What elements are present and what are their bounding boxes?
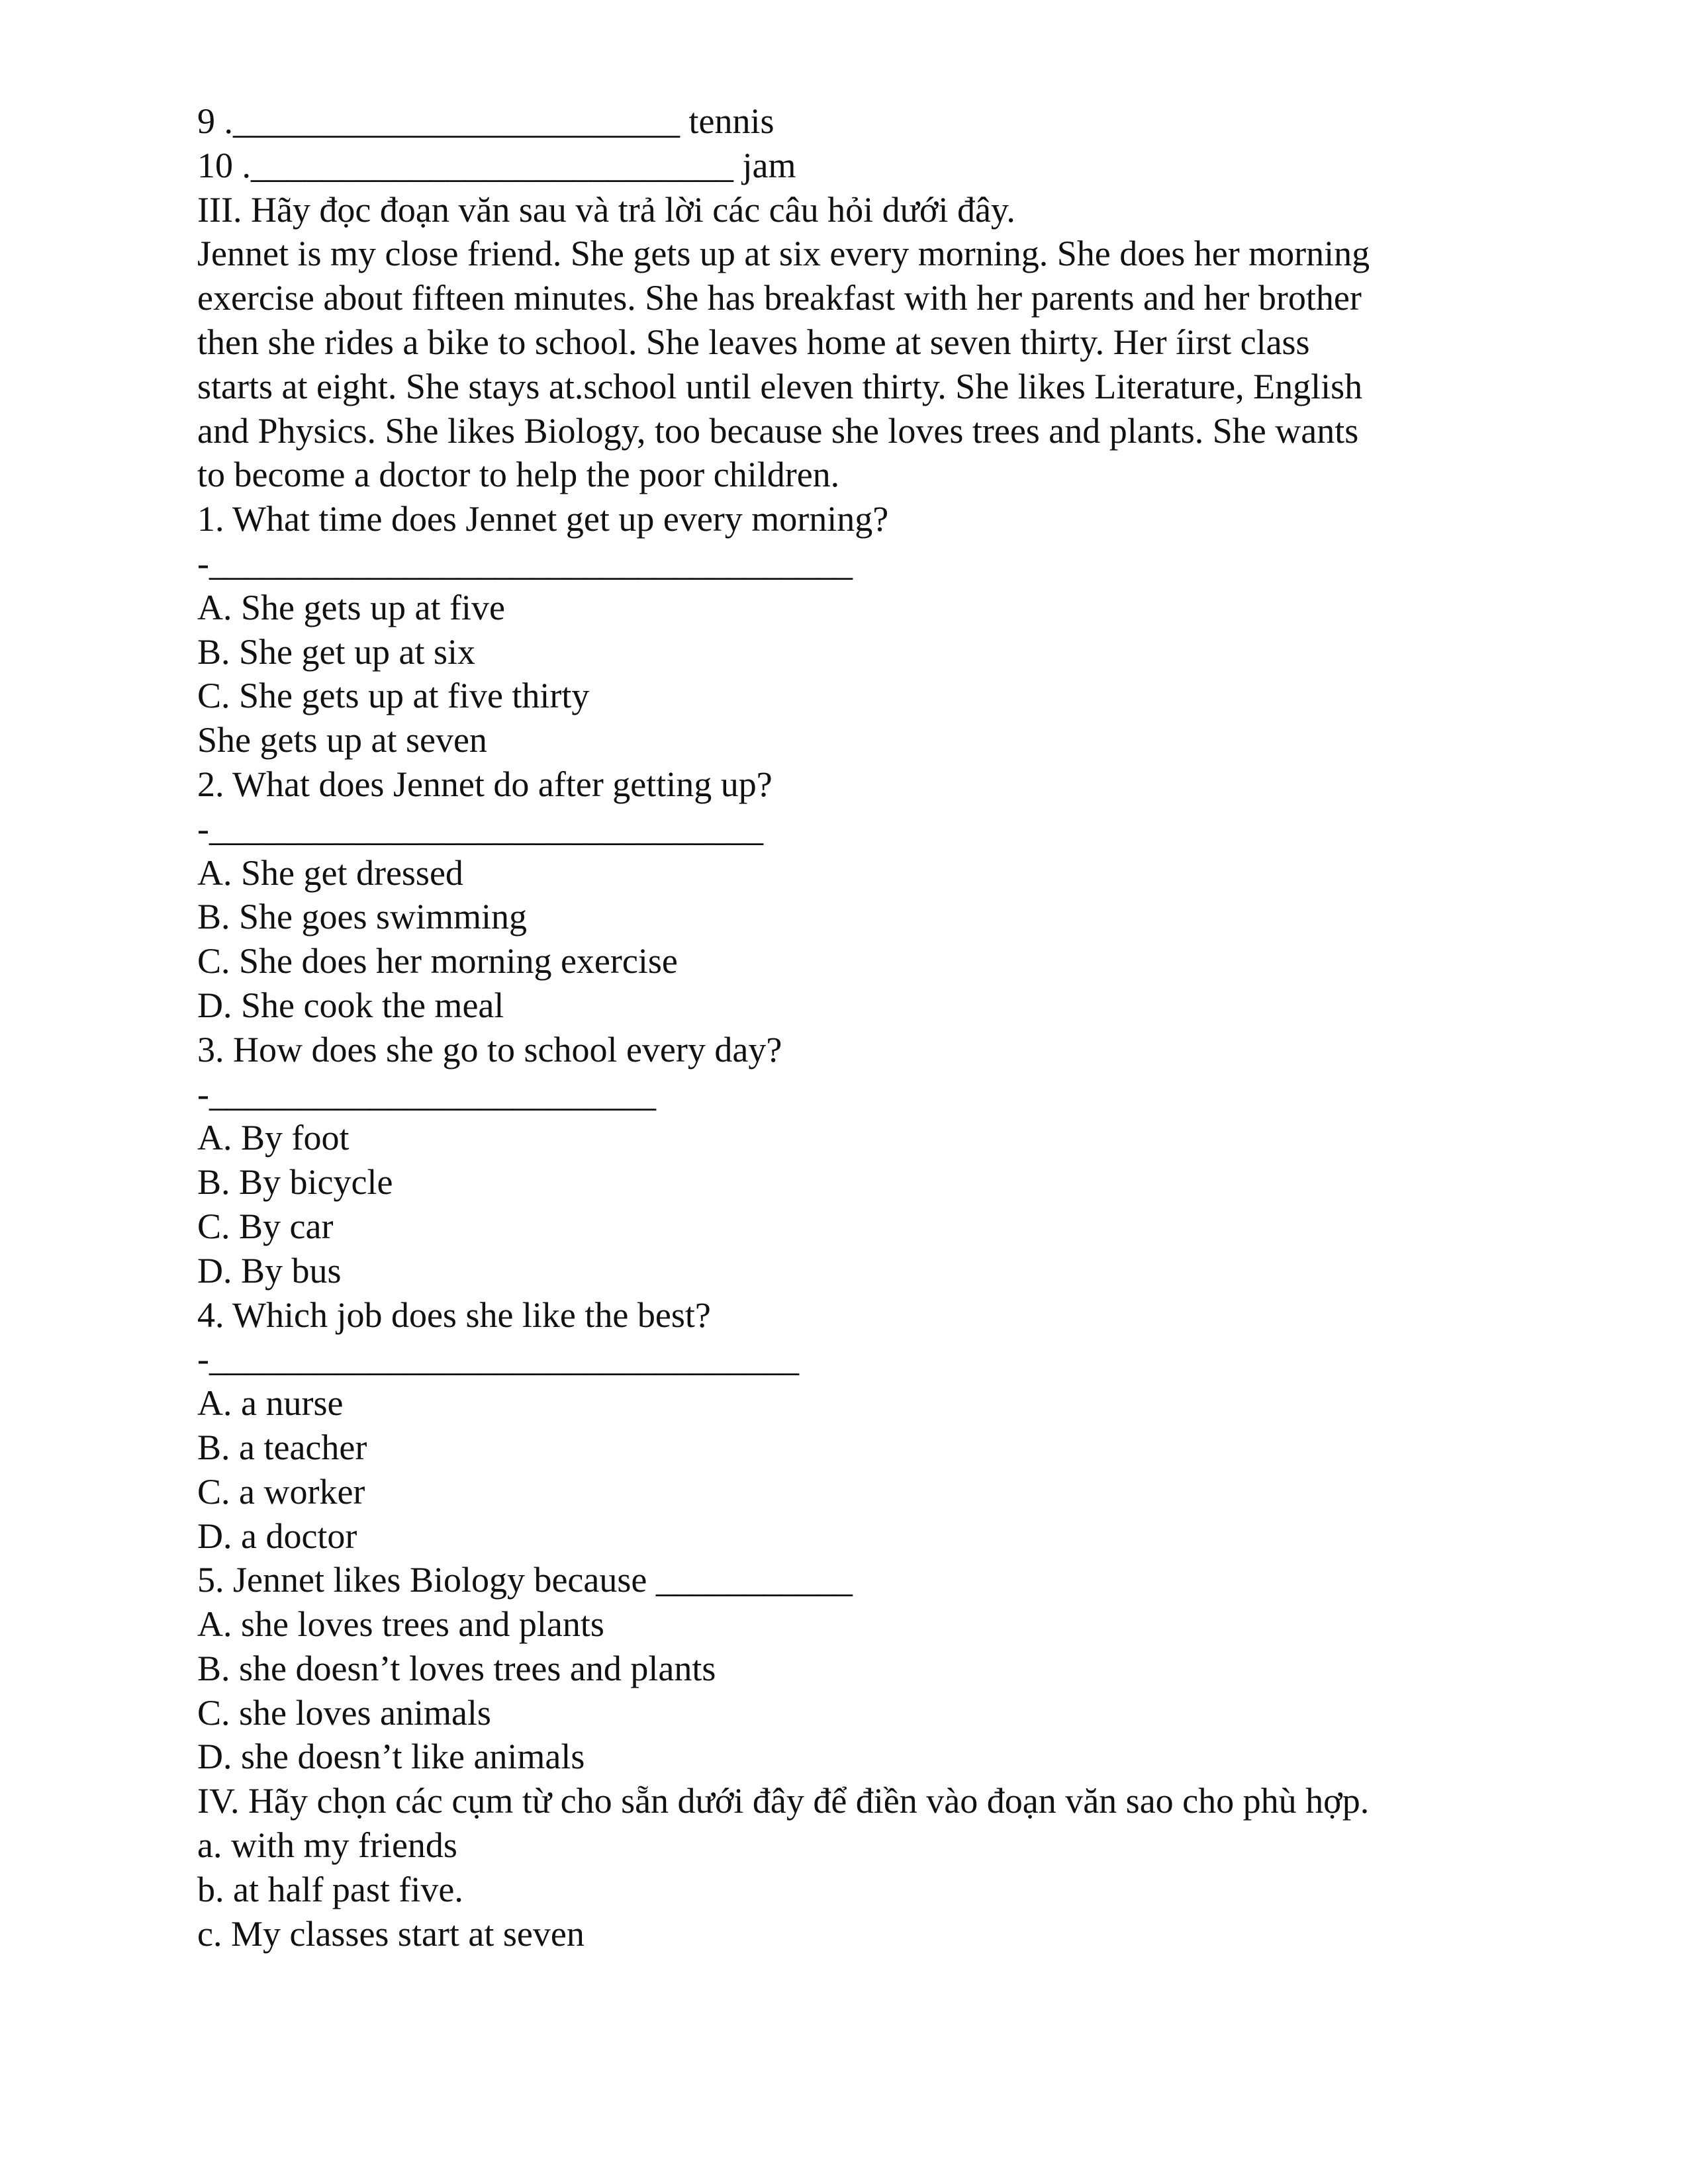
passage-line-3: then she rides a bike to school. She leaves home at seven thirty. Her íirst class <box>197 322 1310 362</box>
q5-option-b: B. she doesn’t loves trees and plants <box>197 1648 716 1688</box>
passage-line-6: to become a doctor to help the poor children. <box>197 455 840 495</box>
question-3: 3. How does she go to school every day? <box>197 1029 782 1069</box>
q3-option-a: A. By foot <box>197 1118 350 1158</box>
phrase-b: b. at half past five. <box>197 1869 463 1909</box>
q2-option-c: C. She does her morning exercise <box>197 941 678 981</box>
q1-option-b: B. She get up at six <box>197 631 475 672</box>
section-iii-heading: III. Hãy đọc đoạn văn sau và trả lời các câu hỏi dưới đây. <box>197 189 1015 230</box>
q1-option-c: C. She gets up at five thirty <box>197 676 590 716</box>
q5-option-d: D. she doesn’t like animals <box>197 1737 585 1777</box>
phrase-c: c. My classes start at seven <box>197 1913 585 1954</box>
q4-option-b: B. a teacher <box>197 1427 367 1467</box>
answer-blank-2: -_______________________________ <box>197 808 763 848</box>
q4-option-d: D. a doctor <box>197 1516 357 1556</box>
question-1: 1. What time does Jennet get up every morning? <box>197 499 889 539</box>
q4-option-c: C. a worker <box>197 1471 365 1512</box>
fill-item-9: 9 ._________________________ tennis <box>197 101 774 141</box>
q3-option-c: C. By car <box>197 1206 334 1246</box>
phrase-a: a. with my friends <box>197 1825 457 1866</box>
question-2: 2. What does Jennet do after getting up? <box>197 764 773 804</box>
answer-blank-4: -_________________________________ <box>197 1339 799 1379</box>
q1-option-d: She gets up at seven <box>197 720 487 760</box>
question-4: 4. Which job does she like the best? <box>197 1295 711 1335</box>
answer-blank-3: -_________________________ <box>197 1073 656 1114</box>
q2-option-b: B. She goes swimming <box>197 897 528 937</box>
q3-option-d: D. By bus <box>197 1250 342 1291</box>
q4-option-a: A. a nurse <box>197 1383 344 1424</box>
passage-line-4: starts at eight. She stays at.school until eleven thirty. She likes Literature, English <box>197 366 1363 406</box>
q1-option-a: A. She gets up at five <box>197 587 505 627</box>
passage-line-5: and Physics. She likes Biology, too because she loves trees and plants. She wants <box>197 410 1359 451</box>
worksheet-text <box>197 99 1521 1956</box>
question-5: 5. Jennet likes Biology because ___________ <box>197 1560 853 1600</box>
answer-blank-1: -____________________________________ <box>197 543 853 583</box>
section-iv-heading: IV. Hãy chọn các cụm từ cho sẵn dưới đây để điền vào đoạn văn sao cho phù hợp. <box>197 1781 1370 1821</box>
fill-item-10: 10 .___________________________ jam <box>197 145 796 185</box>
passage-line-2: exercise about fifteen minutes. She has breakfast with her parents and her brother <box>197 278 1362 318</box>
q5-option-a: A. she loves trees and plants <box>197 1604 604 1645</box>
q3-option-b: B. By bicycle <box>197 1162 393 1203</box>
q2-option-a: A. She get dressed <box>197 852 463 893</box>
q2-option-d: D. She cook the meal <box>197 985 504 1025</box>
passage-line-1: Jennet is my close friend. She gets up at six every morning. She does her morning <box>197 234 1370 274</box>
q5-option-c: C. she loves animals <box>197 1692 491 1733</box>
